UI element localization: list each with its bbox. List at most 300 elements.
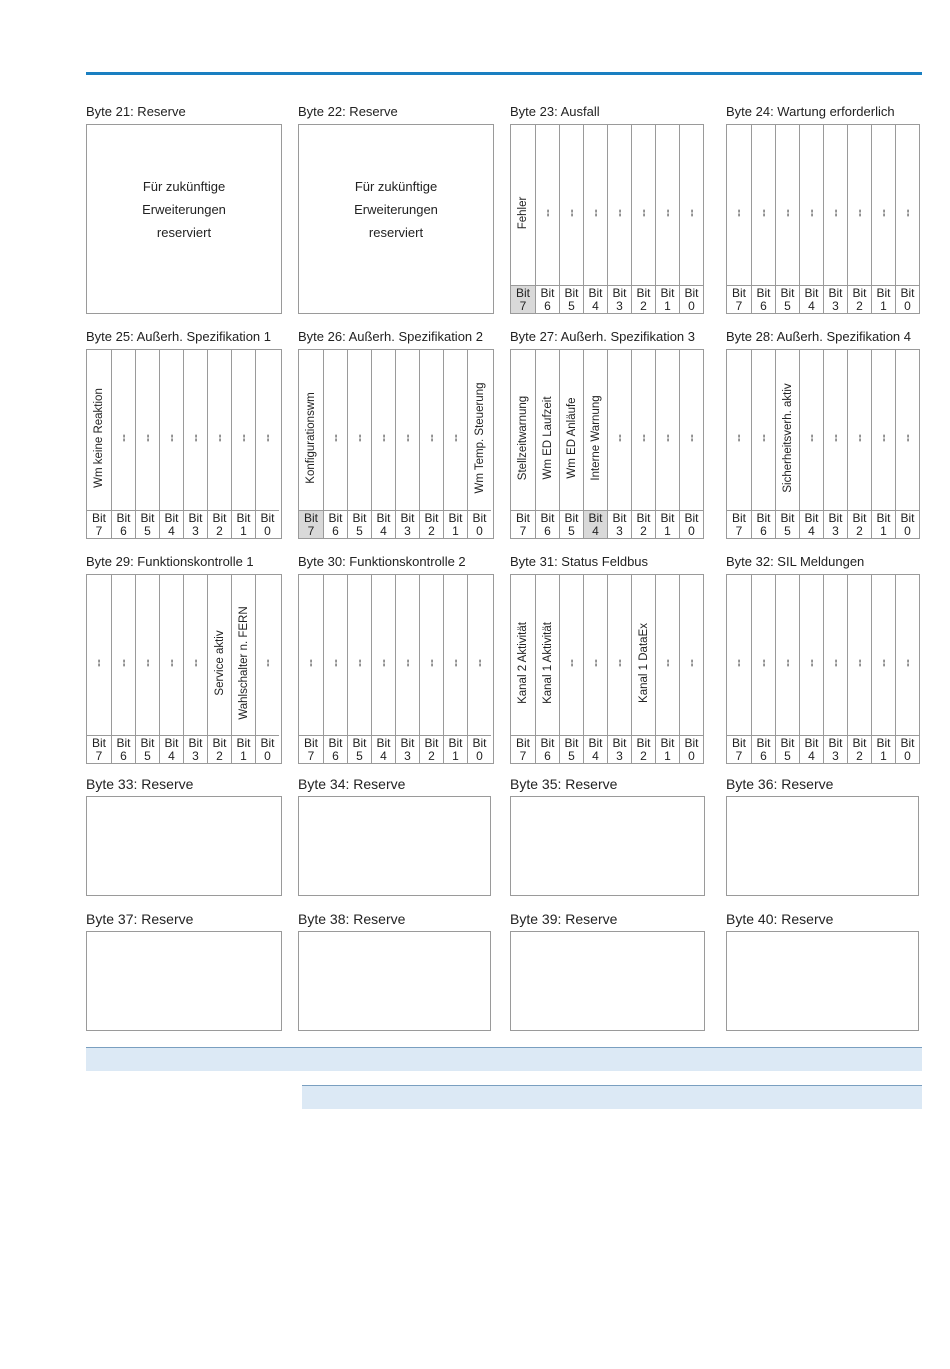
bit-number-cell: [656, 735, 679, 763]
bit-number-cell: [656, 510, 679, 538]
bit-word: Bit: [116, 736, 131, 750]
byte-title: Byte 34: Reserve: [298, 776, 406, 792]
bit-number-cell: [160, 510, 183, 538]
bit-label: Konfigurationswm: [305, 392, 317, 485]
bit-column: [871, 125, 895, 313]
bit-label: --: [377, 659, 390, 668]
bit-label: --: [449, 434, 462, 443]
bit-number: 2: [856, 299, 863, 313]
bit-column: [111, 350, 135, 538]
bit-label: --: [261, 659, 274, 668]
bit-word: Bit: [660, 286, 675, 300]
bit-number: 1: [664, 299, 671, 313]
bit-column: [751, 575, 775, 763]
bit-number: 5: [356, 749, 363, 763]
bit-label: --: [93, 659, 105, 668]
bit-word: Bit: [804, 736, 819, 750]
reserved-note-line: Erweiterungen: [354, 202, 438, 217]
bit-label: --: [757, 434, 770, 443]
bit-column: [231, 350, 255, 538]
bit-number-cell: [372, 510, 395, 538]
bit-table: [726, 349, 920, 539]
bit-word: Bit: [612, 736, 627, 750]
top-accent-rule: [86, 72, 922, 75]
bit-number: 0: [476, 524, 483, 538]
bit-number: 1: [452, 524, 459, 538]
bit-label: Sicherheitsverh. aktiv: [781, 383, 794, 494]
bit-word: Bit: [852, 736, 867, 750]
bit-number: 4: [168, 524, 175, 538]
bit-column: [511, 350, 535, 538]
bit-word: Bit: [515, 511, 530, 525]
bit-column: [895, 575, 919, 763]
bit-number-cell: [584, 735, 607, 763]
bit-number: 0: [904, 749, 911, 763]
bit-word: Bit: [660, 736, 675, 750]
bit-word: Bit: [900, 736, 915, 750]
bit-label: --: [901, 434, 914, 443]
bit-number: 3: [404, 749, 411, 763]
bit-column: [87, 575, 111, 763]
bit-column: [727, 575, 751, 763]
bit-label: --: [781, 209, 794, 218]
bit-label: Wm Temp. Steuerung: [473, 382, 486, 494]
byte-title: Byte 31: Status Feldbus: [510, 554, 649, 569]
bit-number: 6: [120, 749, 127, 763]
bit-number-cell: [184, 735, 207, 763]
bit-word: Bit: [328, 511, 343, 525]
bit-number-cell: [420, 735, 443, 763]
bit-number: 3: [404, 524, 411, 538]
byte-title: Byte 21: Reserve: [86, 104, 186, 119]
bit-label: --: [541, 209, 554, 218]
bit-number: 4: [168, 749, 175, 763]
bit-number-cell: [396, 735, 419, 763]
bit-column: [395, 575, 419, 763]
bit-number: 2: [428, 749, 435, 763]
bit-column: [323, 350, 347, 538]
bit-word: Bit: [260, 736, 275, 750]
bit-number: 5: [568, 524, 575, 538]
bit-number-cell: [824, 285, 847, 313]
bit-number-cell: [299, 510, 323, 538]
bit-word: Bit: [588, 511, 603, 525]
bit-number-cell: [184, 510, 207, 538]
bit-word: Bit: [684, 736, 699, 750]
bit-word: Bit: [780, 286, 795, 300]
reserve-field: [86, 796, 282, 896]
bit-number: 4: [380, 524, 387, 538]
bit-label: --: [805, 434, 818, 443]
bit-number-cell: [232, 510, 255, 538]
bit-table: [298, 574, 494, 764]
bit-number-cell: [444, 510, 467, 538]
bit-column: [583, 350, 607, 538]
bit-column: [727, 125, 751, 313]
byte-title: Byte 27: Außerh. Spezifikation 3: [510, 329, 695, 344]
bit-number: 4: [808, 299, 815, 313]
reserved-note: [299, 175, 493, 244]
bit-number: 1: [880, 299, 887, 313]
bit-word: Bit: [756, 286, 771, 300]
bit-label: --: [877, 659, 890, 668]
bit-word: Bit: [376, 736, 391, 750]
bit-label: --: [685, 659, 698, 668]
bit-number: 0: [264, 749, 271, 763]
bit-label: --: [661, 209, 674, 218]
bit-word: Bit: [91, 736, 106, 750]
bit-number-cell: [680, 735, 703, 763]
bit-number-cell: [608, 510, 631, 538]
bit-number: 7: [735, 524, 743, 538]
reserve-field: [298, 796, 491, 896]
bit-label: --: [117, 659, 130, 668]
bit-number: 7: [95, 749, 103, 763]
bit-number: 6: [544, 749, 551, 763]
bit-label: --: [661, 659, 674, 668]
bit-label: --: [329, 659, 342, 668]
bit-label: --: [401, 434, 414, 443]
bit-label: --: [685, 209, 698, 218]
byte-title: Byte 32: SIL Meldungen: [726, 554, 865, 569]
bit-label: --: [877, 434, 890, 443]
bit-column: [371, 575, 395, 763]
bit-number-cell: [727, 510, 751, 538]
bit-column: [231, 575, 255, 763]
bit-number: 5: [784, 299, 791, 313]
bit-number: 4: [592, 749, 599, 763]
bit-number-cell: [848, 735, 871, 763]
bit-number: 5: [784, 749, 791, 763]
bit-word: Bit: [540, 511, 555, 525]
bit-word: Bit: [612, 286, 627, 300]
bit-column: [87, 350, 111, 538]
bit-word: Bit: [636, 286, 651, 300]
bit-label: Stellzeitwarnung: [517, 396, 529, 481]
bit-number-cell: [511, 285, 535, 313]
bit-label: --: [661, 434, 674, 443]
bit-label: --: [853, 659, 866, 668]
bit-column: [395, 350, 419, 538]
bit-word: Bit: [376, 511, 391, 525]
bit-number: 7: [519, 749, 527, 763]
bit-column: [371, 350, 395, 538]
bit-word: Bit: [424, 736, 439, 750]
bit-number-cell: [87, 735, 111, 763]
reserve-field: [726, 931, 919, 1031]
byte-title: Byte 28: Außerh. Spezifikation 4: [726, 329, 911, 344]
bit-number-cell: [348, 735, 371, 763]
bit-number: 0: [688, 524, 695, 538]
bit-column: [799, 575, 823, 763]
bit-word: Bit: [828, 736, 843, 750]
bit-word: Bit: [303, 511, 318, 525]
bit-word: Bit: [804, 286, 819, 300]
bit-label: --: [589, 659, 602, 668]
bit-column: [559, 575, 583, 763]
bit-number: 6: [760, 524, 767, 538]
bit-column: [183, 350, 207, 538]
bit-label: --: [757, 659, 770, 668]
bit-word: Bit: [780, 736, 795, 750]
bit-number-cell: [752, 285, 775, 313]
bit-column: [583, 575, 607, 763]
bit-number-cell: [872, 735, 895, 763]
bit-label: --: [901, 209, 914, 218]
bit-column: [655, 125, 679, 313]
bit-column: [183, 575, 207, 763]
bit-number: 1: [664, 749, 671, 763]
bit-column: [159, 350, 183, 538]
bit-number: 2: [640, 749, 647, 763]
reserved-field: [86, 124, 282, 314]
bit-number: 4: [808, 749, 815, 763]
bit-column: [631, 575, 655, 763]
bit-label: Interne Warnung: [589, 395, 602, 481]
bit-number: 2: [640, 524, 647, 538]
bit-word: Bit: [684, 511, 699, 525]
bit-label: Kanal 1 DataEx: [637, 623, 650, 704]
bit-number: 5: [356, 524, 363, 538]
bit-column: [467, 350, 491, 538]
bit-label: --: [377, 434, 390, 443]
bit-number: 7: [735, 299, 743, 313]
bit-label: --: [829, 434, 842, 443]
bit-number: 1: [240, 524, 247, 538]
bit-number-cell: [420, 510, 443, 538]
bit-word: Bit: [804, 511, 819, 525]
bit-column: [535, 125, 559, 313]
bit-number-cell: [232, 735, 255, 763]
bit-number-cell: [872, 285, 895, 313]
bit-column: [775, 350, 799, 538]
bit-number-cell: [752, 735, 775, 763]
bit-number-cell: [536, 735, 559, 763]
bit-column: [775, 575, 799, 763]
bit-number-cell: [848, 285, 871, 313]
byte-title: Byte 40: Reserve: [726, 911, 834, 927]
bit-column: [299, 350, 323, 538]
bit-number-cell: [112, 735, 135, 763]
bit-number-cell: [136, 735, 159, 763]
bit-number-cell: [824, 735, 847, 763]
bit-number-cell: [800, 735, 823, 763]
bit-column: [871, 350, 895, 538]
bit-number-cell: [560, 735, 583, 763]
bit-number: 3: [192, 524, 199, 538]
bit-number-cell: [776, 735, 799, 763]
bit-label: --: [165, 659, 178, 668]
bit-label: --: [805, 209, 818, 218]
bit-number: 3: [832, 299, 839, 313]
bit-number: 0: [688, 749, 695, 763]
byte-title: Byte 33: Reserve: [86, 776, 194, 792]
bit-number-cell: [324, 735, 347, 763]
bit-word: Bit: [303, 736, 318, 750]
bit-column: [607, 125, 631, 313]
bit-word: Bit: [588, 736, 603, 750]
bit-label: Service aktiv: [213, 630, 226, 696]
bit-number: 1: [452, 749, 459, 763]
bit-word: Bit: [731, 736, 746, 750]
bit-column: [255, 575, 279, 763]
bit-label: --: [261, 434, 274, 443]
bit-label: --: [425, 659, 438, 668]
bit-label: --: [829, 659, 842, 668]
bit-column: [255, 350, 279, 538]
bit-number-cell: [776, 285, 799, 313]
bit-number-cell: [632, 510, 655, 538]
bit-word: Bit: [852, 511, 867, 525]
bit-label: --: [141, 434, 154, 443]
bit-label: --: [733, 434, 745, 443]
bit-label: --: [141, 659, 154, 668]
bit-word: Bit: [900, 286, 915, 300]
bit-column: [207, 575, 231, 763]
bit-number: 6: [332, 524, 339, 538]
bit-label: --: [781, 659, 794, 668]
bit-label: --: [117, 434, 130, 443]
reserve-field: [726, 796, 919, 896]
bit-number-cell: [872, 510, 895, 538]
bit-word: Bit: [91, 511, 106, 525]
byte-title: Byte 26: Außerh. Spezifikation 2: [298, 329, 483, 344]
bit-number-cell: [87, 510, 111, 538]
bit-number: 5: [144, 524, 151, 538]
bit-word: Bit: [876, 511, 891, 525]
bit-column: [847, 125, 871, 313]
bit-label: --: [189, 659, 202, 668]
bit-word: Bit: [564, 286, 579, 300]
bit-word: Bit: [352, 511, 367, 525]
bit-column: [583, 125, 607, 313]
bit-number: 0: [904, 524, 911, 538]
bit-number-cell: [468, 735, 491, 763]
bit-number: 2: [428, 524, 435, 538]
bit-column: [631, 125, 655, 313]
bit-word: Bit: [400, 511, 415, 525]
bit-number: 7: [307, 524, 315, 538]
bit-number-cell: [896, 735, 919, 763]
bit-number: 6: [332, 749, 339, 763]
byte-title: Byte 23: Ausfall: [510, 104, 600, 119]
bit-number: 5: [784, 524, 791, 538]
bit-column: [679, 350, 703, 538]
bit-number-cell: [800, 285, 823, 313]
byte-title: Byte 25: Außerh. Spezifikation 1: [86, 329, 271, 344]
bit-number-cell: [112, 510, 135, 538]
bit-column: [559, 125, 583, 313]
bit-word: Bit: [116, 511, 131, 525]
bit-label: --: [401, 659, 414, 668]
bit-number: 0: [688, 299, 695, 313]
bit-column: [443, 575, 467, 763]
bit-column: [535, 575, 559, 763]
bit-number-cell: [824, 510, 847, 538]
bit-number-cell: [324, 510, 347, 538]
byte-title: Byte 36: Reserve: [726, 776, 834, 792]
bit-number: 7: [519, 299, 527, 313]
bit-number-cell: [727, 735, 751, 763]
bit-word: Bit: [448, 511, 463, 525]
bit-word: Bit: [540, 736, 555, 750]
subsection-band: [302, 1086, 922, 1109]
bit-word: Bit: [876, 736, 891, 750]
bit-number: 1: [664, 524, 671, 538]
bit-column: [135, 575, 159, 763]
bit-number-cell: [560, 510, 583, 538]
reserve-field: [86, 931, 282, 1031]
bit-number-cell: [608, 735, 631, 763]
bit-number-cell: [584, 510, 607, 538]
bit-column: [443, 350, 467, 538]
bit-number-cell: [208, 735, 231, 763]
reserved-note-line: Erweiterungen: [142, 202, 226, 217]
bit-column: [895, 350, 919, 538]
bit-number-cell: [680, 510, 703, 538]
bit-number-cell: [560, 285, 583, 313]
reserved-field: [298, 124, 494, 314]
bit-number-cell: [727, 285, 751, 313]
bit-number: 2: [216, 749, 223, 763]
byte-title: Byte 29: Funktionskontrolle 1: [86, 554, 254, 569]
bit-number: 6: [760, 299, 767, 313]
bit-column: [679, 575, 703, 763]
bit-label: --: [877, 209, 890, 218]
bit-number-cell: [136, 510, 159, 538]
reserved-note-line: reserviert: [368, 225, 424, 240]
bit-number: 3: [616, 524, 623, 538]
bit-number-cell: [656, 285, 679, 313]
bit-number-cell: [348, 510, 371, 538]
bit-label: --: [329, 434, 342, 443]
bit-number: 1: [880, 524, 887, 538]
bit-column: [751, 125, 775, 313]
bit-label: --: [565, 209, 578, 218]
bit-column: [823, 575, 847, 763]
bit-word: Bit: [328, 736, 343, 750]
bit-column: [823, 350, 847, 538]
bit-number: 3: [832, 524, 839, 538]
bit-label: --: [473, 659, 486, 668]
section-band: [86, 1048, 922, 1071]
bit-number-cell: [632, 285, 655, 313]
bit-label: --: [237, 434, 250, 443]
bit-label: --: [613, 659, 626, 668]
bit-number: 2: [856, 524, 863, 538]
reserved-note-line: Für zukünftige: [354, 179, 438, 194]
byte-title: Byte 39: Reserve: [510, 911, 618, 927]
bit-column: [655, 350, 679, 538]
bit-number: 5: [568, 299, 575, 313]
bit-number-cell: [511, 735, 535, 763]
bit-number-cell: [299, 735, 323, 763]
bit-label: Kanal 2 Aktivität: [517, 622, 529, 705]
bit-number-cell: [632, 735, 655, 763]
bit-table: [298, 349, 494, 539]
bit-label: --: [757, 209, 770, 218]
bit-column: [207, 350, 231, 538]
bit-number-cell: [680, 285, 703, 313]
bit-word: Bit: [612, 511, 627, 525]
bit-word: Bit: [684, 286, 699, 300]
bit-word: Bit: [260, 511, 275, 525]
bit-word: Bit: [472, 511, 487, 525]
bit-label: --: [685, 434, 698, 443]
bit-word: Bit: [448, 736, 463, 750]
bit-column: [655, 575, 679, 763]
bit-word: Bit: [828, 511, 843, 525]
